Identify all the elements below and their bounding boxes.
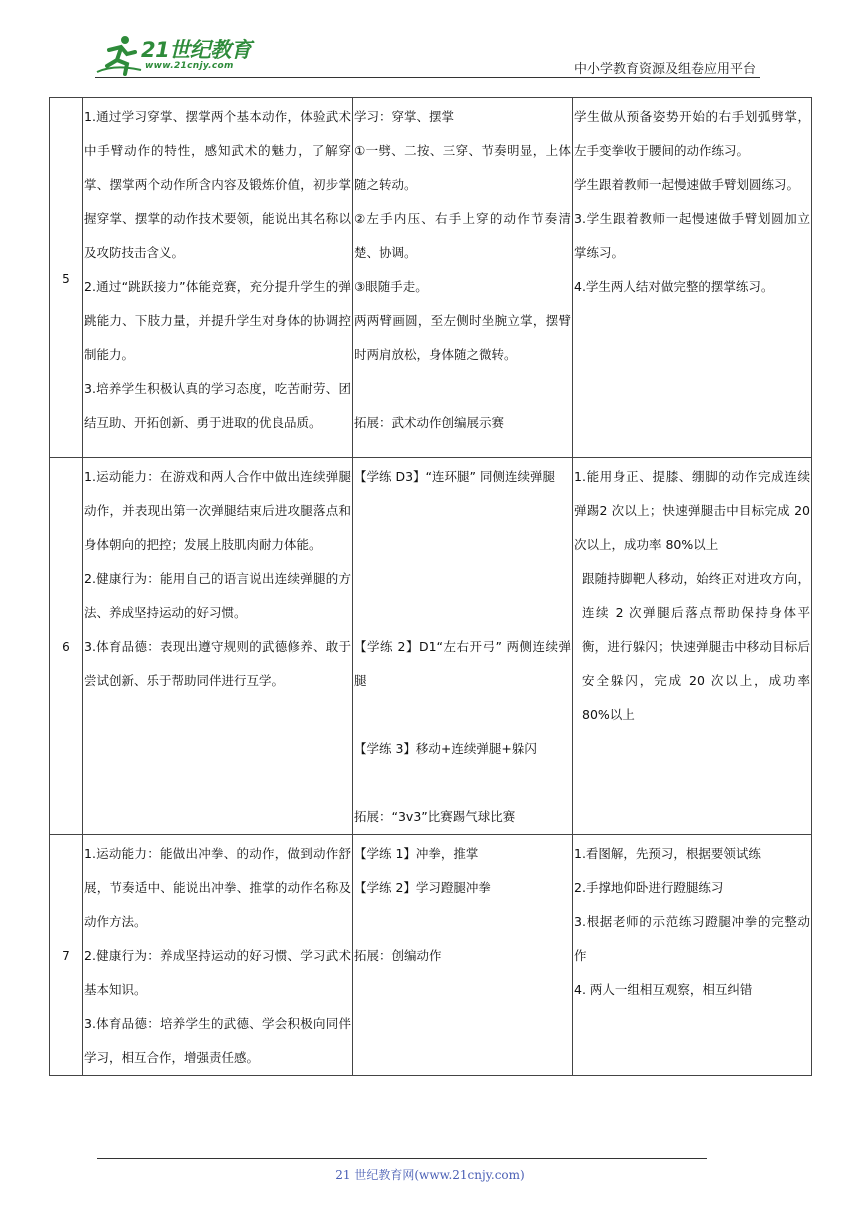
practice-text: 4. 两人一组相互观察，相互纠错 xyxy=(574,982,753,997)
content-text: 学习：穿掌、摆掌 xyxy=(354,109,455,124)
footer-link[interactable]: 21 世纪教育网(www.21cnjy.com) xyxy=(335,1168,525,1182)
page-header xyxy=(95,30,760,78)
logo-url: www.21cnjy.com xyxy=(145,61,234,71)
platform-title: 中小学教育资源及组卷应用平台 xyxy=(573,62,756,77)
table-row xyxy=(50,835,812,1076)
content-cell xyxy=(353,98,573,458)
lesson-number: 7 xyxy=(50,835,83,1076)
lesson-number: 5 xyxy=(50,98,83,458)
practice-text: 2.手撑地仰卧进行蹬腿练习 xyxy=(574,880,724,895)
content-text: 【学练 2】D1“左右开弓” 两侧连续弹腿 xyxy=(354,639,571,688)
content-text: 【学练 2】学习蹬腿冲拳 xyxy=(354,880,491,895)
lesson-table xyxy=(49,97,812,1076)
content-text: ①一劈、二按、三穿、节奏明显，上体随之转动。 xyxy=(354,143,571,192)
content-text: 拓展：创编动作 xyxy=(354,948,442,963)
spacer xyxy=(354,766,571,800)
goal-text: 1.运动能力：能做出冲拳、的动作，做到动作舒展，节奏适中、能说出冲拳、推掌的动作名称及动作方法。 xyxy=(84,846,351,929)
content-text: ③眼随手走。 xyxy=(354,279,428,294)
practice-cell xyxy=(573,98,812,458)
content-cell xyxy=(353,835,573,1076)
spacer xyxy=(354,372,571,406)
practice-text: 1.能用身正、提膝、绷脚的动作完成连续弹踢2 次以上；快速弹腿击中目标完成 20 次以上，成功率 80%以上 xyxy=(574,469,810,552)
spacer xyxy=(354,494,571,562)
practice-text: 4.学生两人结对做完整的摆掌练习。 xyxy=(574,279,774,294)
goal-text: 3.培养学生积极认真的学习态度，吃苦耐劳、团结互助、开拓创新、勇于进取的优良品质。 xyxy=(84,381,351,430)
goal-text: 2.健康行为：养成坚持运动的好习惯、学习武术基本知识。 xyxy=(84,948,351,997)
content-text: 两两臂画圆，至左侧时坐腕立掌，摆臂时两肩放松，身体随之微转。 xyxy=(354,313,571,362)
runner-logo-icon xyxy=(95,34,143,76)
header-divider xyxy=(95,77,760,78)
spacer xyxy=(354,905,571,939)
goal-text: 1.运动能力：在游戏和两人合作中做出连续弹腿动作，并表现出第一次弹腿结束后进攻腿落点和身体朝向的把控；发展上肢肌肉耐力体能。 xyxy=(84,469,351,552)
spacer xyxy=(354,562,571,630)
practice-text: 学生做从预备姿势开始的右手划弧劈掌，左手变拳收于腰间的动作练习。 xyxy=(574,109,810,158)
content-text: 【学练 D3】“连环腿” 同侧连续弹腿 xyxy=(354,469,555,484)
goal-text: 2.通过“跳跃接力”体能竞赛，充分提升学生的弹跳能力、下肢力量，并提升学生对身体的协调控制能力。 xyxy=(84,279,351,362)
goal-text: 3.体育品德：培养学生的武德、学会积极向同伴学习，相互合作，增强责任感。 xyxy=(84,1016,351,1065)
goal-text: 1.通过学习穿掌、摆掌两个基本动作，体验武术中手臂动作的特性，感知武术的魅力，了解穿掌、摆掌两个动作所含内容及锻炼价值，初步掌握穿掌、摆掌的动作技术要领，能说出其名称以及攻防技击含义。 xyxy=(84,109,351,260)
goal-text: 3.体育品德：表现出遵守规则的武德修养、敢于尝试创新、乐于帮助同伴进行互学。 xyxy=(84,639,351,688)
table-row xyxy=(50,458,812,835)
goals-cell xyxy=(83,98,353,458)
lesson-number: 6 xyxy=(50,458,83,835)
goals-cell xyxy=(83,835,353,1076)
content-text: 【学练 3】移动+连续弹腿+躲闪 xyxy=(354,741,537,756)
content-cell xyxy=(353,458,573,835)
site-logo xyxy=(95,34,265,76)
practice-text: 3.学生跟着教师一起慢速做手臂划圆加立掌练习。 xyxy=(574,211,810,260)
logo-text: 21世纪教育 xyxy=(141,38,252,62)
practice-cell xyxy=(573,458,812,835)
goals-cell xyxy=(83,458,353,835)
spacer xyxy=(354,698,571,732)
content-text: 拓展：武术动作创编展示赛 xyxy=(354,415,505,430)
content-text: ②左手内压、右手上穿的动作节奏清楚、协调。 xyxy=(354,211,571,260)
goal-text: 2.健康行为：能用自己的语言说出连续弹腿的方法、养成坚持运动的好习惯。 xyxy=(84,571,351,620)
content-text: 拓展：“3v3”比赛踢气球比赛 xyxy=(354,809,516,824)
practice-text: 跟随持脚靶人移动，始终正对进攻方向，连续 2 次弹腿后落点帮助保持身体平衡，进行躲闪；快速弹腿击中移动目标后安全躲闪，完成 20 次以上，成功率 80%以上 xyxy=(582,571,810,722)
practice-text: 学生跟着教师一起慢速做手臂划圆练习。 xyxy=(574,177,800,192)
footer-divider xyxy=(97,1158,707,1159)
practice-cell xyxy=(573,835,812,1076)
practice-text: 3.根据老师的示范练习蹬腿冲拳的完整动作 xyxy=(574,914,810,963)
content-text: 【学练 1】冲拳，推掌 xyxy=(354,846,479,861)
table-row xyxy=(50,98,812,458)
practice-text: 1.看图解，先预习，根据要领试练 xyxy=(574,846,761,861)
